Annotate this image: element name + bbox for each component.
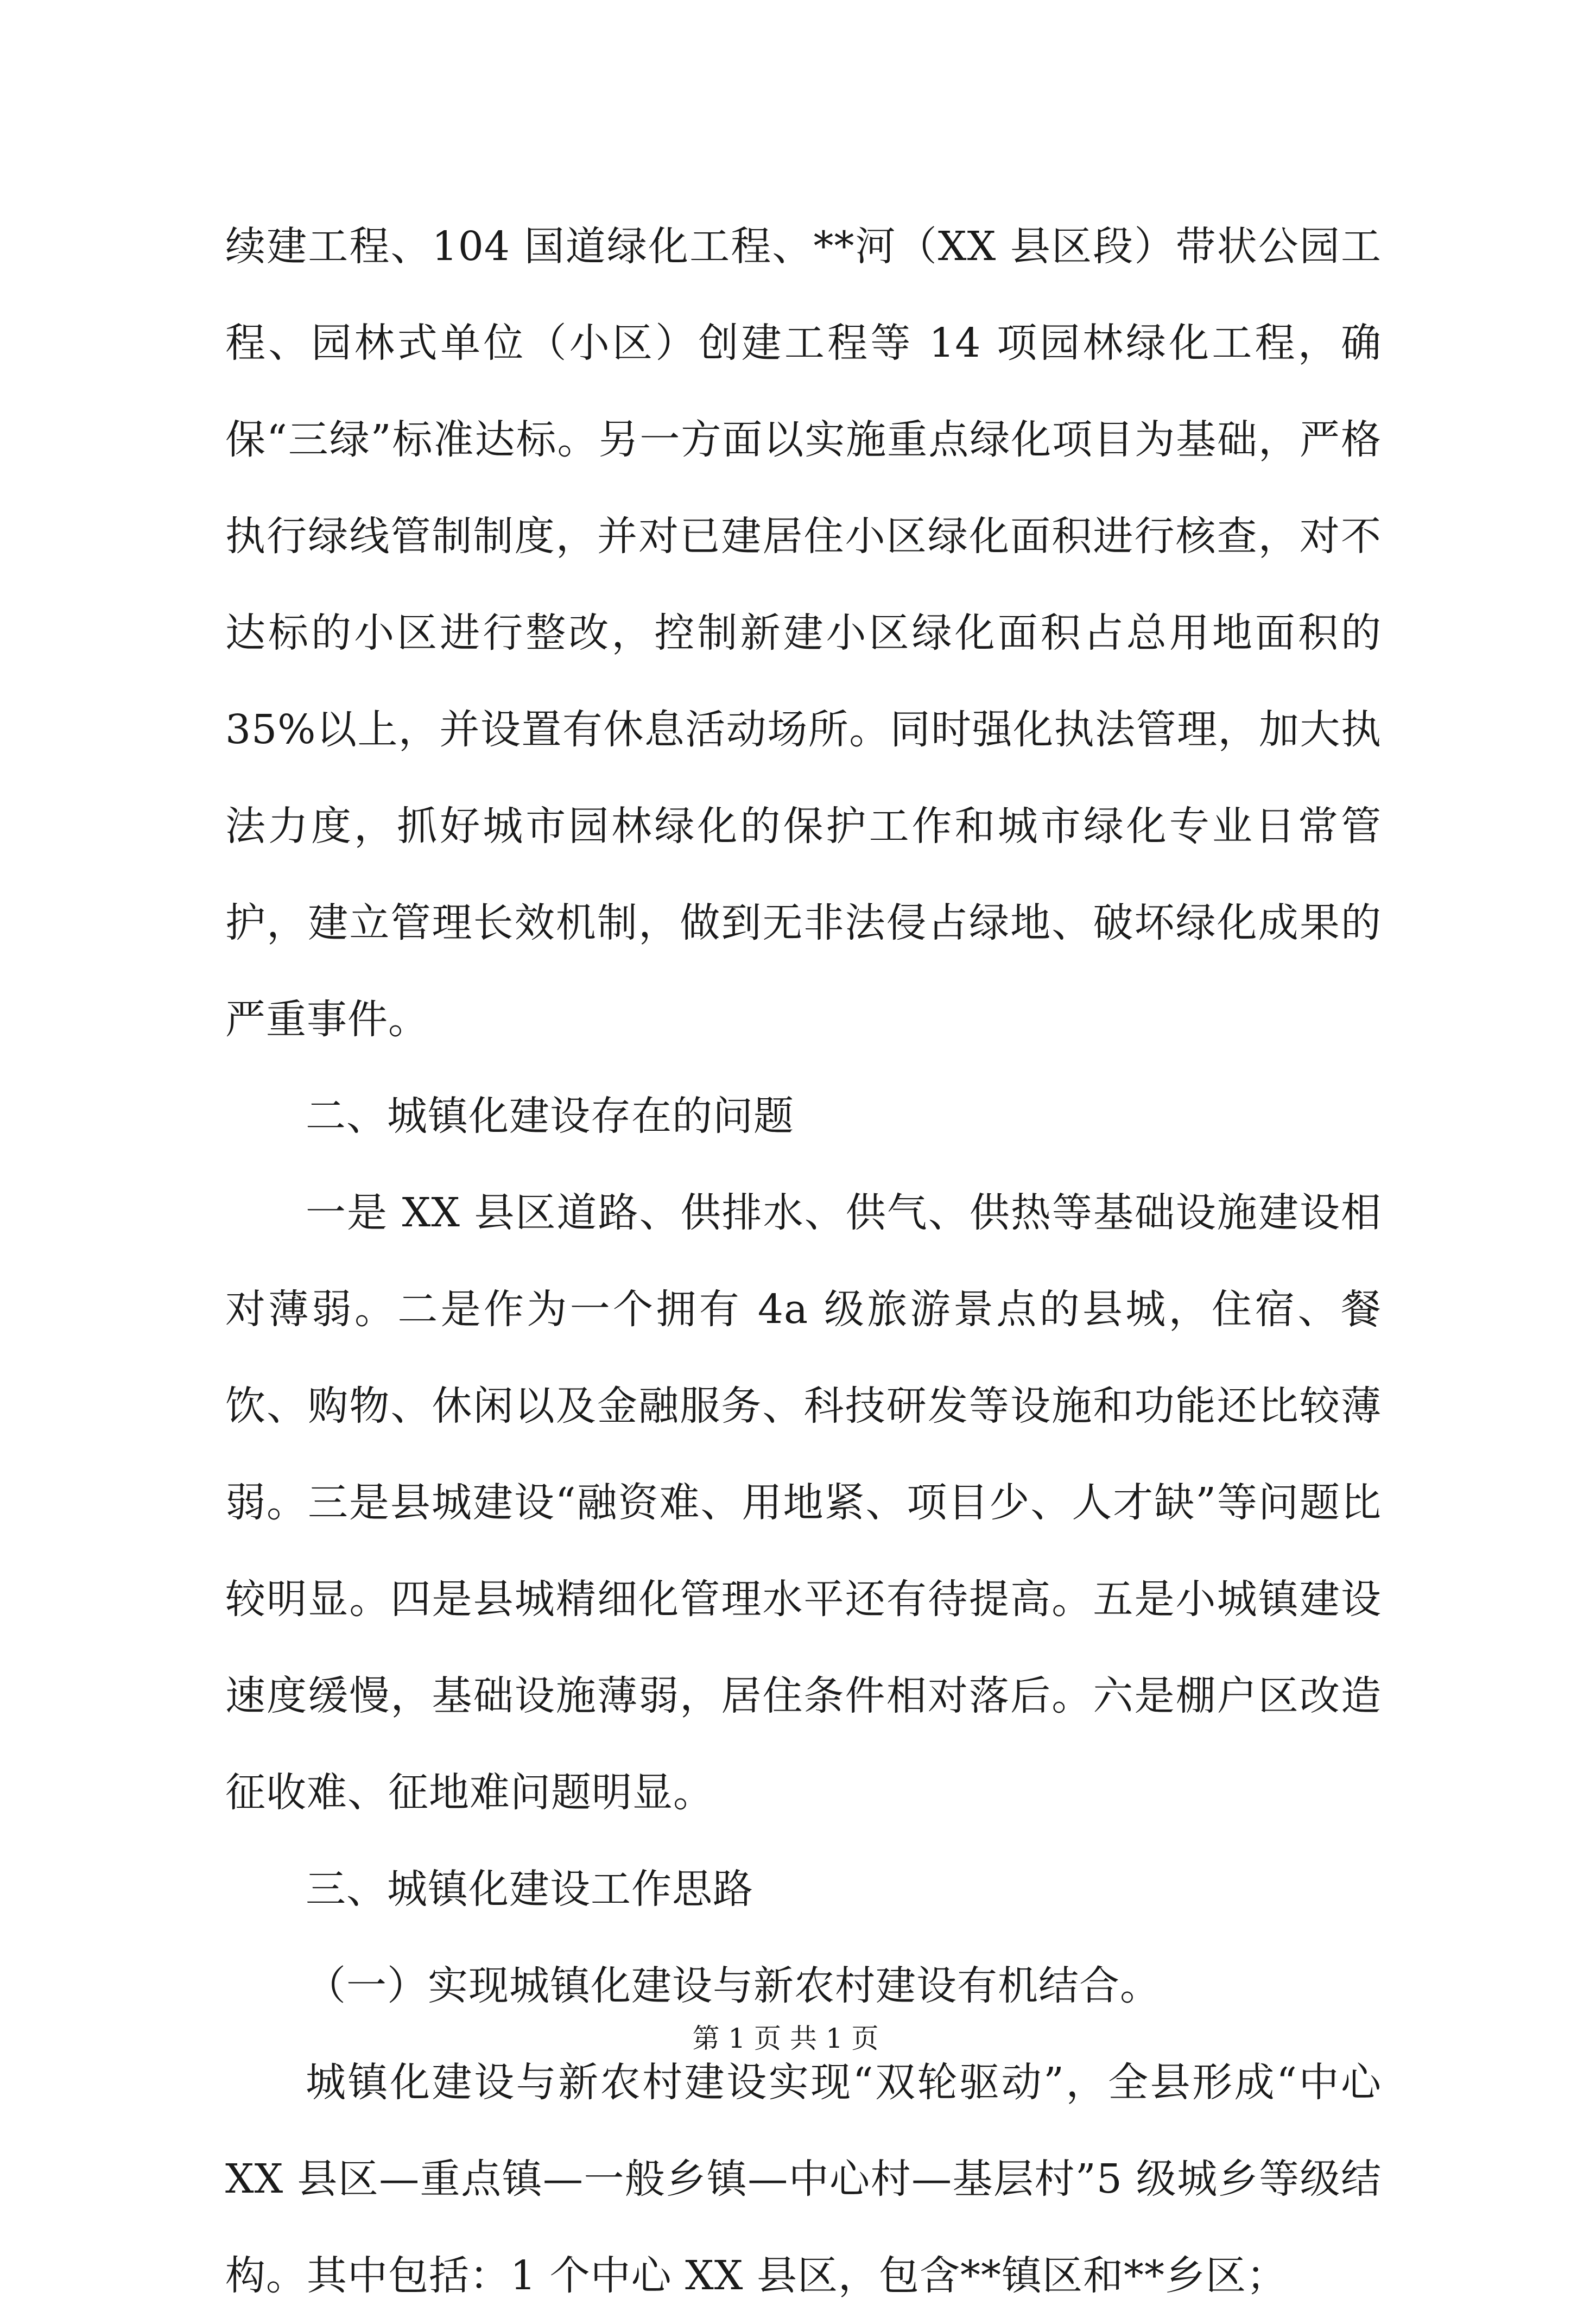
paragraph-integration: 城镇化建设与新农村建设实现“双轮驱动”，全县形成“中心 XX 县区—重点镇—一般乡镇—中心村—基层村”5 级城乡等级结构。其中包括：1 个中心 XX 县区，包含**镇区和**乡区； — [225, 2059, 1382, 2299]
document-body — [225, 198, 1382, 2324]
section-heading-problems: 二、城镇化建设存在的问题 — [306, 1093, 794, 1139]
page-number-label: 第 1 页 共 1 页 — [692, 2023, 879, 2054]
paragraph-problems: 一是 XX 县区道路、供排水、供气、供热等基础设施建设相对薄弱。二是作为一个拥有 4a 级旅游景点的县城，住宿、餐饮、购物、休闲以及金融服务、科技研发等设施和功能还比较薄弱。三是县城建设“融资难、用地紧、项目少、人才缺”等问题比较明显。四是县城精细化管理水平还有待提高。五是小城镇建设速度缓慢，基础设施薄弱，居住条件相对落后。六是棚户区改造征收难、征地难问题明显。 — [225, 1189, 1382, 1816]
section-heading-approach: 三、城镇化建设工作思路 — [306, 1866, 753, 1913]
subsection-heading-integration: （一）实现城镇化建设与新农村建设有机结合。 — [306, 1962, 1161, 2009]
page-footer — [0, 2022, 1571, 2055]
paragraph-continuation: 续建工程、104 国道绿化工程、**河（XX 县区段）带状公园工程、园林式单位（小区）创建工程等 14 项园林绿化工程，确保“三绿”标准达标。另一方面以实施重点绿化项目为基础，严格执行绿线管制制度，并对已建居住小区绿化面积进行核查，对不达标的小区进行整改，控制新建小区绿化面积占总用地面积的 35%以上，并设置有休息活动场所。同时强化执法管理，加大执法力度，抓好城市园林绿化的保护工作和城市绿化专业日常管护，建立管理长效机制，做到无非法侵占绿地、破坏绿化成果的严重事件。 — [225, 223, 1382, 1043]
